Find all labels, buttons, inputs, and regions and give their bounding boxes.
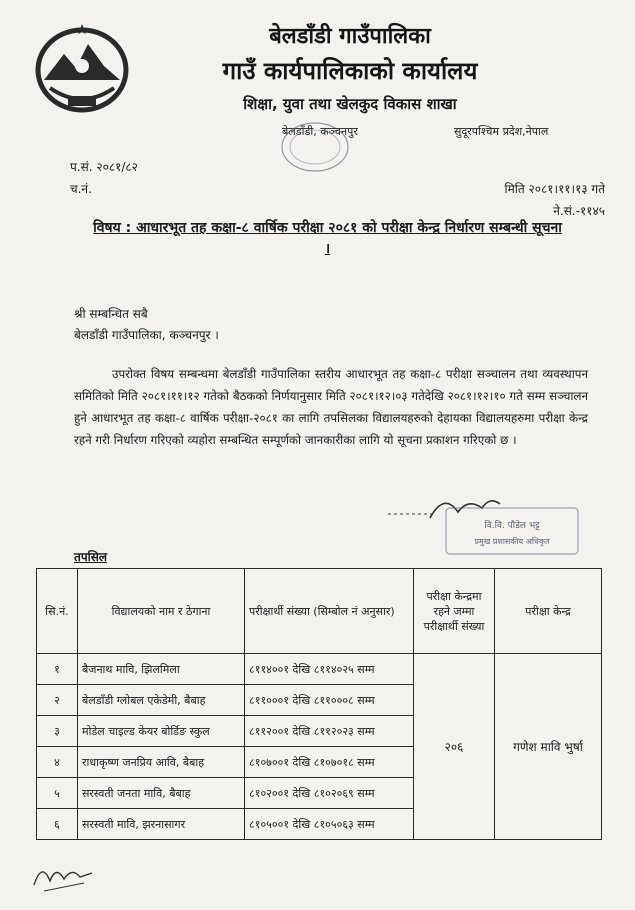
row-school: मोडेल चाइल्ड केयर बोर्डिङ स्कुल <box>78 716 245 747</box>
row-roll: ८११०००१ देखि ८११०००८ सम्म <box>245 685 414 716</box>
row-roll: ८११४००१ देखि ८११४०२५ सम्म <box>245 654 414 685</box>
row-school: राधाकृष्ण जनप्रिय आवि, बैबाह <box>78 747 245 778</box>
nepal-emblem-icon <box>30 18 134 116</box>
row-roll: ८१०५००१ देखि ८१०५०६३ सम्म <box>245 809 414 840</box>
initials-signature <box>30 855 96 895</box>
municipality-name: बेलडाँडी गाउँपालिका <box>269 24 431 49</box>
signature-stamp <box>388 478 588 560</box>
header-school: विद्यालयको नाम र ठेगाना <box>78 569 245 654</box>
row-school: सरस्वती मावि, झरनासागर <box>78 809 245 840</box>
nepal-sambat: ने.सं.-११४५ <box>553 204 605 218</box>
exam-center: गणेश मावि भुर्षा <box>495 654 602 840</box>
row-sn: ६ <box>37 809 78 840</box>
address-right: सुदूरपश्चिम प्रदेश,नेपाल <box>454 125 549 138</box>
row-sn: ४ <box>37 747 78 778</box>
office-name: गाउँ कार्यपालिकाको कार्यालय <box>222 57 478 85</box>
total-candidates: २०६ <box>414 654 495 840</box>
row-sn: १ <box>37 654 78 685</box>
row-school: बैजनाथ मावि, झिलमिला <box>78 654 245 685</box>
header-sn: सि.नं. <box>37 569 78 654</box>
table-header-row <box>37 569 602 654</box>
table-title: तपसिल <box>74 550 108 564</box>
row-roll: ८११२००१ देखि ८११२०२३ सम्म <box>245 716 414 747</box>
row-school: बेलडाँडी ग्लोबल एकेडेमी, बैबाह <box>78 685 245 716</box>
recipient-line-1: श्री सम्बन्धित सबै <box>74 307 148 321</box>
date: मिति २०८१।११।१३ गते <box>504 182 605 196</box>
row-roll: ८१०७००१ देखि ८१०७०१८ सम्म <box>245 747 414 778</box>
row-school: सरस्वती जनता मावि, बैबाह <box>78 778 245 809</box>
office-stamp-icon <box>278 118 352 176</box>
body-paragraph: उपरोक्त विषय सम्बन्धमा बेलडाँडी गाउँपालिका स्तरीय आधारभूत तह कक्षा-८ परीक्षा सञ्चालन तथा व्यवस्थापन समितिको मिति २०८१।११।१२ गतेको बैठकको निर्णयानुसार मिति २०८१।१२।०३ गतेदेखि २०८१।१२।१० गते सम्म सञ्चालन हुने आधारभूत तह कक्षा-८ वार्षिक परीक्षा-२०८१ का लागि तपसिलका विद्यालयहरुको देहायका विद्यालयहरुमा परीक्षा केन्द्र रहने गरी निर्धारण गरिएको व्यहोरा सम्बन्धित सम्पूर्णको जानकारीका लागि यो सूचना प्रकाशन गरिएको छ । <box>74 367 588 447</box>
header-roll: परीक्षार्थी संख्या (सिम्बोल नं अनुसार) <box>245 569 414 654</box>
dispatch-number: च.नं. <box>70 182 92 196</box>
header-total: परीक्षा केन्द्रमा रहने जम्मा परीक्षार्थी संख्या <box>414 569 495 654</box>
subject-text: विषय : आधारभूत तह कक्षा-८ वार्षिक परीक्षा २०८१ को परीक्षा केन्द्र निर्धारण सम्बन्धी सूचना । <box>93 220 562 257</box>
address-left: बेलडाँडी, कञ्चनपुर <box>282 125 358 138</box>
recipient-line-2: बेलडाँडी गाउँपालिका, कञ्चनपुर । <box>74 328 219 342</box>
reference-number: प.सं. २०८१/८२ <box>70 160 138 174</box>
subject-line <box>90 218 565 260</box>
row-sn: २ <box>37 685 78 716</box>
svg-text:प्रमुख प्रशासकीय अधिकृत: प्रमुख प्रशासकीय अधिकृत <box>474 537 550 546</box>
row-sn: ३ <box>37 716 78 747</box>
header-center: परीक्षा केन्द्र <box>495 569 602 654</box>
row-sn: ५ <box>37 778 78 809</box>
branch-name: शिक्षा, युवा तथा खेलकुद विकास शाखा <box>243 95 457 113</box>
row-roll: ८१०२००१ देखि ८१०२०६९ सम्म <box>245 778 414 809</box>
table-row <box>37 654 602 685</box>
exam-center-table <box>36 568 602 840</box>
svg-text:वि.वि. पौडेल भट्ट: वि.वि. पौडेल भट्ट <box>484 521 540 531</box>
